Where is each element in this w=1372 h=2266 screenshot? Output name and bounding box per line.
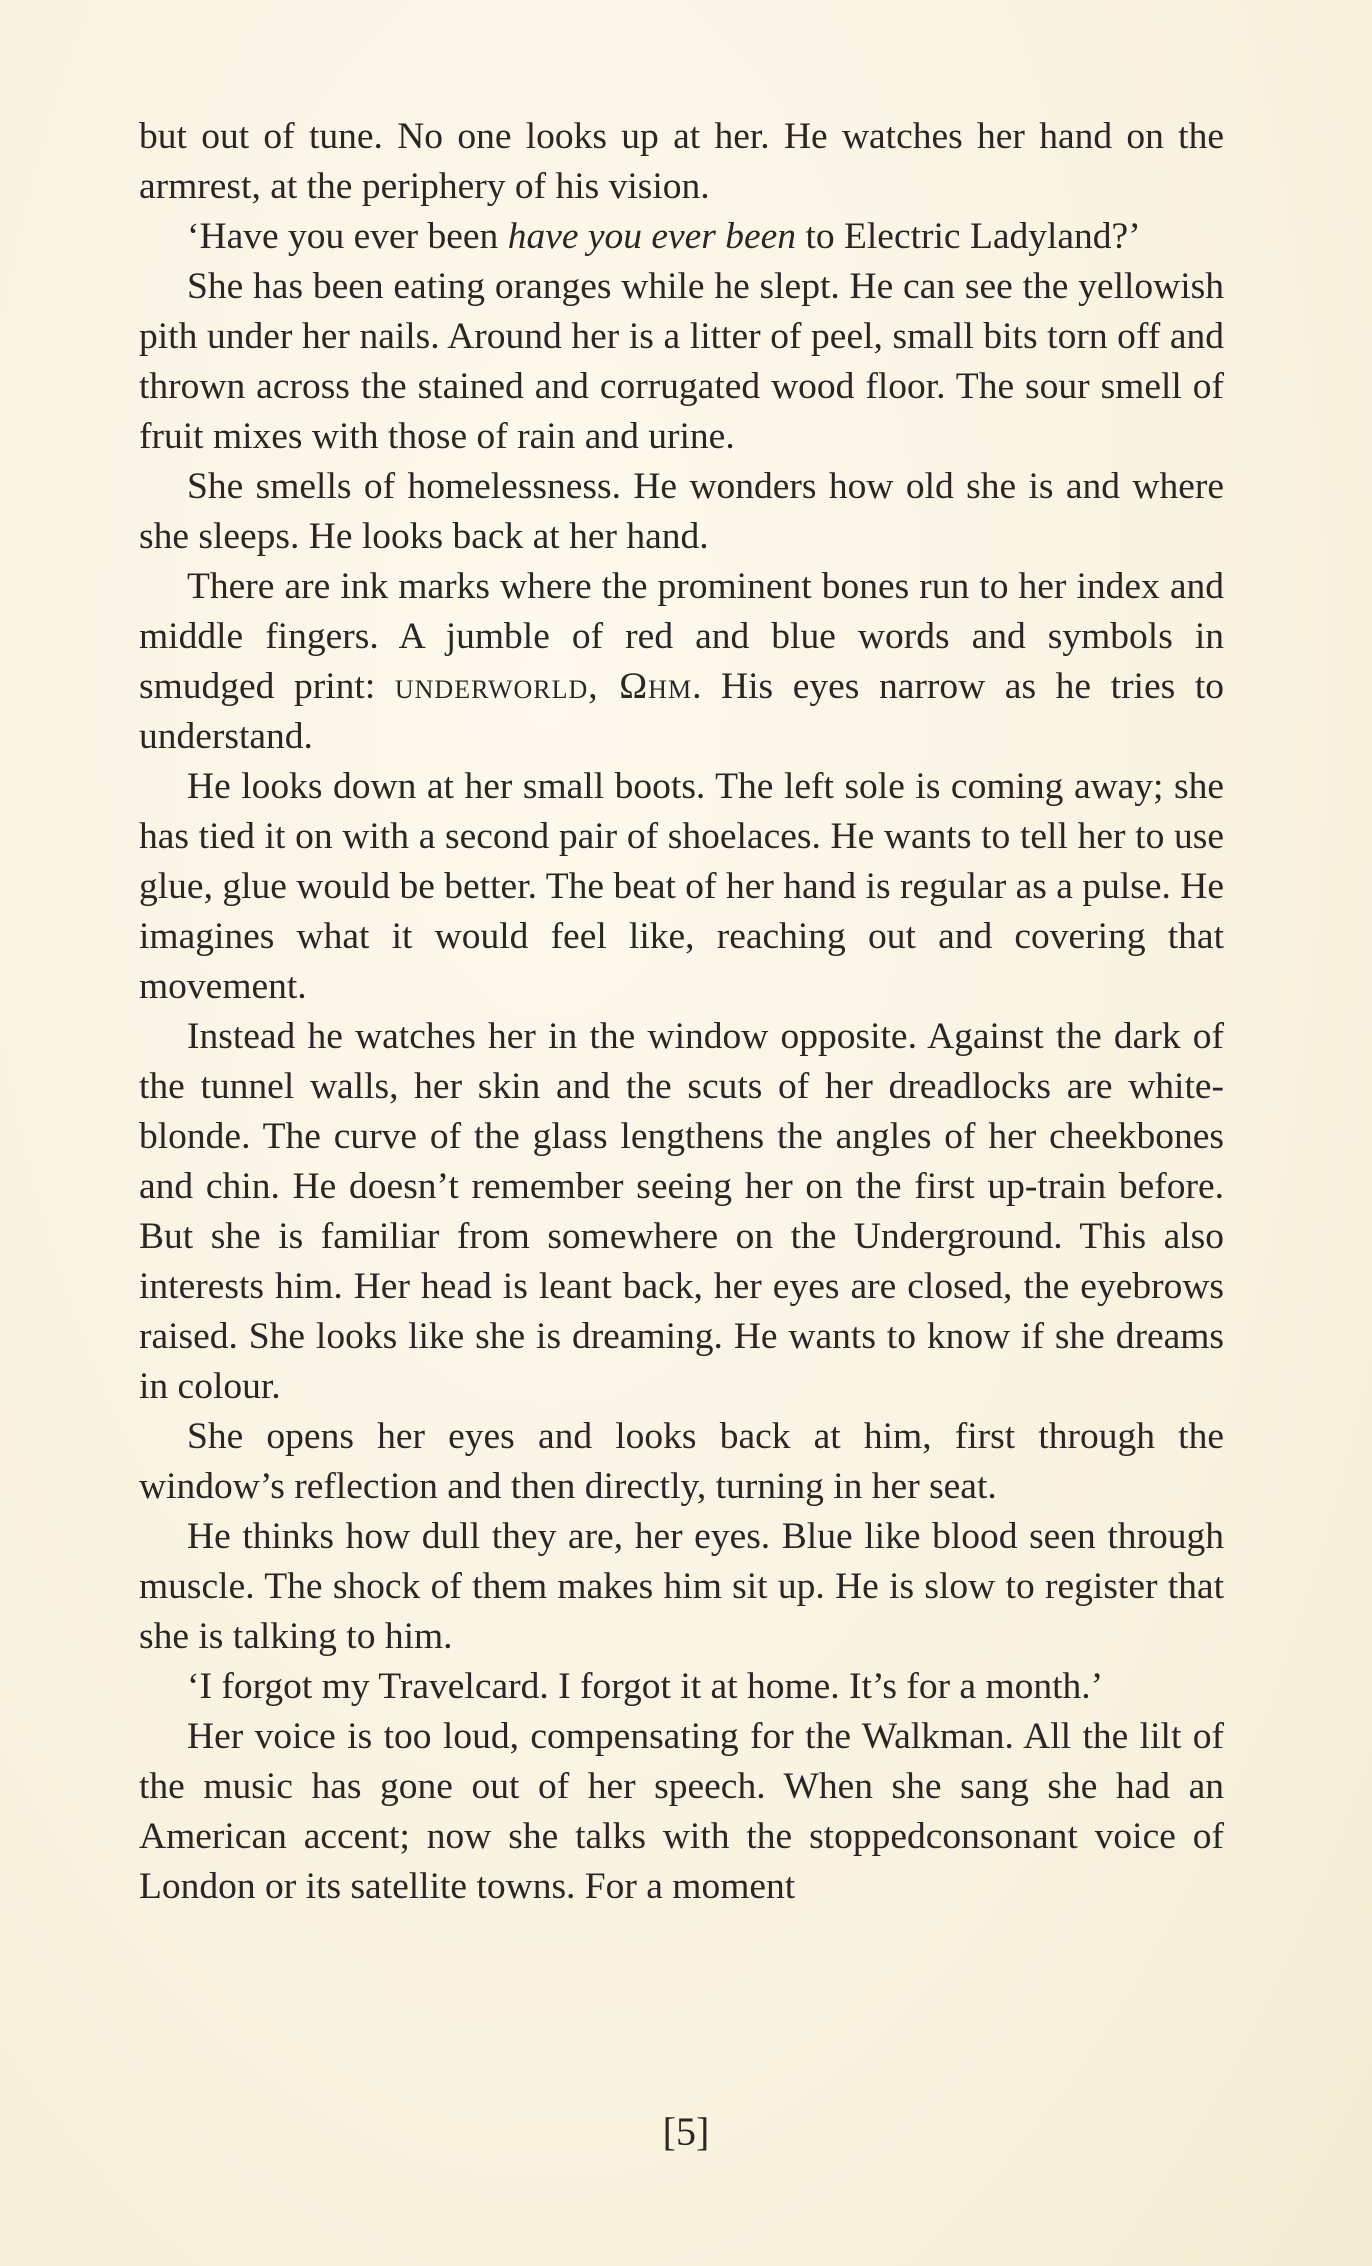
paragraph-5-start: There are ink marks where the prominent bones run to her index and middle fingers. A jumble of red and blue words and symbols in smudged print: [139,566,1224,707]
paragraph-2-end: to Electric Ladyland?’ [796,216,1141,257]
paragraph-11: Her voice is too loud, compensating for the Walkman. All the lilt of the music has gone out of her speech. When she sang she had an American accent; now she talks with the stoppedconsonant voice of London or its satellite towns. For a moment [139,1716,1224,1907]
paragraph-7: Instead he watches her in the window opposite. Against the dark of the tunnel walls, her skin and the scuts of her dreadlocks are white-blonde. The curve of the glass lengthens the angles of her cheekbones and chin. He doesn’t remember seeing her on the first up-train before. But she is familiar from somewhere on the Underground. This also interests him. Her head is leant back, her eyes are closed, the eyebrows raised. She looks like she is dreaming. He wants to know if she dreams in colour. [139,1016,1224,1407]
paragraph-8: She opens her eyes and looks back at him, first through the window’s reflection and then directly, turning in her seat. [139,1416,1224,1507]
page-number: [5] [662,2109,710,2154]
paragraph-2 [139,212,1224,262]
paragraph-5-end: . His eyes narrow as he tries to understand. [139,666,1224,757]
paragraph-2-start: ‘Have you ever been [187,216,508,257]
paragraph-2-italic: have you ever been [507,216,797,257]
paragraph-6: He looks down at her small boots. The left sole is coming away; she has tied it on with a second pair of shoelaces. He wants to tell her to use glue, glue would be better. The beat of her hand is regular as a pulse. He imagines what it would feel like, reaching out and covering that movement. [139,766,1224,1007]
paragraph-5-smallcaps: underworld, Ωhm [394,666,693,707]
paragraph-9: He thinks how dull they are, her eyes. Blue like blood seen through muscle. The shock of them makes him sit up. He is slow to register that she is talking to him. [139,1516,1224,1657]
body-text [139,112,1224,1912]
paragraph-3: She has been eating oranges while he slept. He can see the yellowish pith under her nails. Around her is a litter of peel, small bits torn off and thrown across the stained and corrugated wood floor. The sour smell of fruit mixes with those of rain and urine. [139,266,1224,457]
paragraph-5 [139,562,1224,762]
paragraph-1: but out of tune. No one looks up at her. He watches her hand on the armrest, at the periphery of his vision. [139,116,1224,207]
paragraph-4: She smells of homelessness. He wonders how old she is and where she sleeps. He looks back at her hand. [139,466,1224,557]
paragraph-10: ‘I forgot my Travelcard. I forgot it at home. It’s for a month.’ [187,1666,1104,1707]
